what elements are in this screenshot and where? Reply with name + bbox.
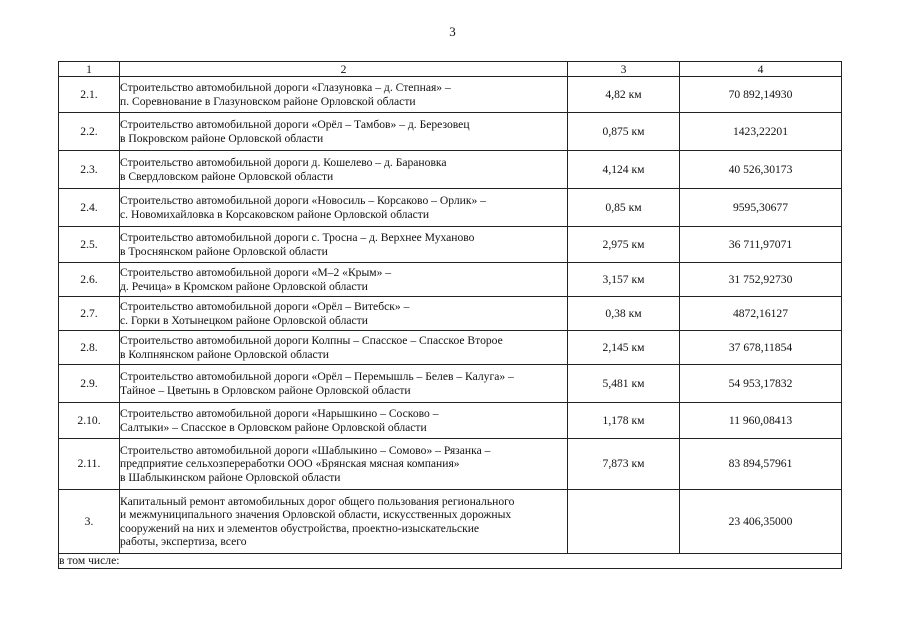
row-number: 3.	[59, 490, 120, 554]
row-amount: 70 892,14930	[680, 77, 842, 113]
table-header-row	[59, 62, 842, 77]
row-length: 5,481 км	[568, 365, 680, 403]
row-length	[568, 490, 680, 554]
row-description	[120, 227, 568, 263]
description-line: в Троснянском районе Орловской области	[120, 244, 328, 258]
description-line: с. Новомихайловка в Корсаковском районе Орловской области	[120, 207, 430, 221]
row-description	[120, 439, 568, 490]
column-header-3: 3	[568, 62, 680, 77]
page-number: 3	[449, 24, 456, 39]
row-number: 2.6.	[59, 263, 120, 297]
description-line: и межмуниципального значения Орловской области, искусственных дорожных	[120, 508, 512, 521]
row-length: 1,178 км	[568, 403, 680, 439]
description-line: Строительство автомобильной дороги «Новосиль – Корсаково – Орлик» –	[120, 194, 486, 207]
row-amount: 36 711,97071	[680, 227, 842, 263]
table-row	[59, 403, 842, 439]
row-length: 4,82 км	[568, 77, 680, 113]
description-line: Строительство автомобильной дороги «Шаблыкино – Сомово» – Рязанка –	[120, 443, 491, 457]
row-amount: 54 953,17832	[680, 365, 842, 403]
description-line: д. Речица» в Кромском районе Орловской области	[120, 279, 368, 293]
row-number: 2.7.	[59, 297, 120, 331]
row-length: 0,38 км	[568, 297, 680, 331]
row-length: 0,85 км	[568, 189, 680, 227]
description-line: Строительство автомобильной дороги «Орёл – Тамбов» – д. Березовец	[120, 118, 470, 131]
column-header-2: 2	[120, 62, 568, 77]
table-row	[59, 263, 842, 297]
description-line: п. Соревнование в Глазуновском районе Орловской области	[120, 94, 416, 108]
description-line: Салтыки» – Спасское в Орловском районе Орловской области	[120, 420, 427, 434]
row-description	[120, 403, 568, 439]
row-amount: 9595,30677	[680, 189, 842, 227]
description-line: в Покровском районе Орловской области	[120, 131, 324, 145]
description-line: сооружений на них и элементов обустройства, проектно-изыскательские	[120, 521, 480, 535]
description-line: предприятие сельхозпереработки ООО «Брянская мясная компания»	[120, 457, 460, 471]
row-description	[120, 490, 568, 554]
row-number: 2.1.	[59, 77, 120, 113]
row-length: 3,157 км	[568, 263, 680, 297]
row-number: 2.5.	[59, 227, 120, 263]
table-row	[59, 365, 842, 403]
table-row	[59, 297, 842, 331]
row-amount: 31 752,92730	[680, 263, 842, 297]
row-number: 2.10.	[59, 403, 120, 439]
row-description	[120, 365, 568, 403]
row-number: 2.9.	[59, 365, 120, 403]
row-amount: 4872,16127	[680, 297, 842, 331]
table-row	[59, 331, 842, 365]
row-amount: 23 406,35000	[680, 490, 842, 554]
table-row	[59, 490, 842, 554]
row-amount: 1423,22201	[680, 113, 842, 151]
description-line: Строительство автомобильной дороги Колпны – Спасское – Спасское Второе	[120, 334, 503, 347]
description-line: Капитальный ремонт автомобильных дорог общего пользования регионального	[120, 494, 515, 508]
description-line: Строительство автомобильной дороги «Орёл – Витебск» –	[120, 300, 410, 313]
table-row	[59, 439, 842, 490]
table-row	[59, 189, 842, 227]
column-header-1: 1	[59, 62, 120, 77]
description-line: Строительство автомобильной дороги «М–2 «Крым» –	[120, 266, 392, 279]
row-description	[120, 113, 568, 151]
row-amount: 11 960,08413	[680, 403, 842, 439]
description-line: Строительство автомобильной дороги «Глазуновка – д. Степная» –	[120, 81, 451, 94]
description-line: в Свердловском районе Орловской области	[120, 169, 334, 183]
table-row	[59, 227, 842, 263]
description-line: в Шаблыкинском районе Орловской области	[120, 470, 341, 484]
row-number: 2.11.	[59, 439, 120, 490]
description-line: Строительство автомобильной дороги д. Кошелево – д. Барановка	[120, 156, 447, 169]
row-description	[120, 331, 568, 365]
row-amount: 40 526,30173	[680, 151, 842, 189]
row-amount: 37 678,11854	[680, 331, 842, 365]
row-length: 4,124 км	[568, 151, 680, 189]
row-length: 2,975 км	[568, 227, 680, 263]
row-length: 0,875 км	[568, 113, 680, 151]
table-row	[59, 113, 842, 151]
row-description	[120, 263, 568, 297]
row-description	[120, 77, 568, 113]
row-number: 2.2.	[59, 113, 120, 151]
row-number: 2.4.	[59, 189, 120, 227]
table-footer-note: в том числе:	[59, 554, 842, 569]
row-description	[120, 151, 568, 189]
table-row	[59, 77, 842, 113]
row-number: 2.3.	[59, 151, 120, 189]
row-amount: 83 894,57961	[680, 439, 842, 490]
row-length: 7,873 км	[568, 439, 680, 490]
column-header-4: 4	[680, 62, 842, 77]
description-line: Строительство автомобильной дороги «Нарышкино – Сосково –	[120, 407, 439, 420]
description-line: в Колпнянском районе Орловской области	[120, 347, 329, 361]
table-row	[59, 151, 842, 189]
row-number: 2.8.	[59, 331, 120, 365]
road-construction-table	[58, 61, 842, 569]
table-footer-row	[59, 554, 842, 569]
row-length: 2,145 км	[568, 331, 680, 365]
description-line: с. Горки в Хотынецком районе Орловской области	[120, 313, 368, 327]
row-description	[120, 297, 568, 331]
description-line: Тайное – Цветынь в Орловском районе Орловской области	[120, 383, 411, 397]
description-line: работы, экспертиза, всего	[120, 535, 247, 548]
row-description	[120, 189, 568, 227]
description-line: Строительство автомобильной дороги с. Тросна – д. Верхнее Муханово	[120, 231, 475, 244]
description-line: Строительство автомобильной дороги «Орёл – Перемышль – Белев – Калуга» –	[120, 370, 514, 383]
